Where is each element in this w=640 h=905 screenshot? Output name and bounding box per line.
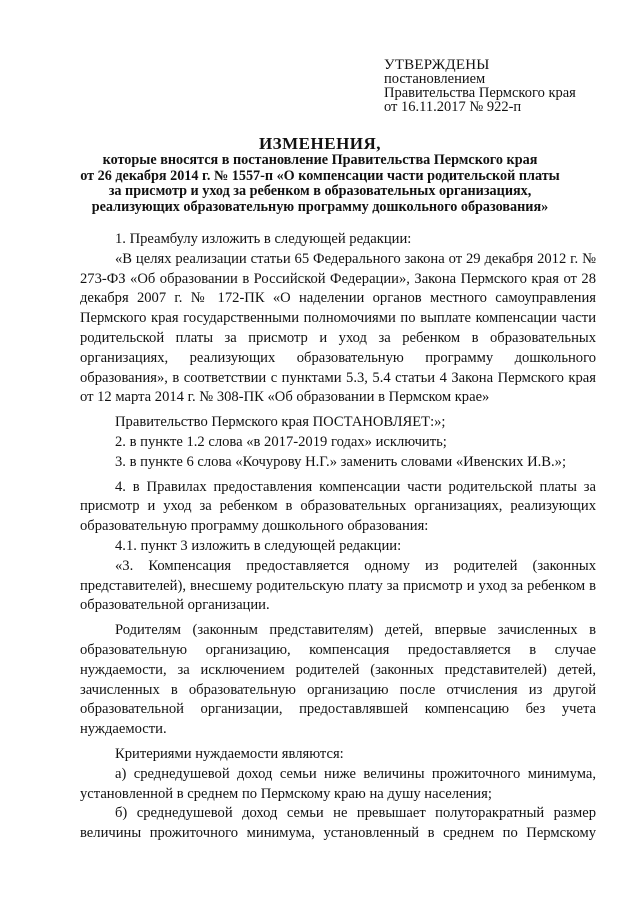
paragraph-criterion-a: а) среднедушевой доход семьи ниже величины прожиточного минимума, установленной в среднем по Пермскому краю на душу населения; [80,765,596,802]
paragraph-item-3: 3. в пункте 6 слова «Кочурову Н.Г.» заменить словами «Ивенских И.В.»; [115,453,566,470]
approval-date-line: от 16.11.2017 № 922-п [384,99,522,115]
paragraph-item-4: 4. в Правилах предоставления компенсации части родительской платы за присмотр и уход за ребенком в образовательных организациях, реализующих образовательную программу дошкольного образования: [80,478,596,535]
preamble-resolve-line: Правительство Пермского края ПОСТАНОВЛЯЕТ:»; [115,414,446,431]
paragraph-item-4-1: 4.1. пункт 3 изложить в следующей редакции: [115,537,402,554]
preamble-paragraph: «В целях реализации статьи 65 Федерального закона от 29 декабря 2012 г. № 273-ФЗ «Об образовании в Российской Федерации», Закона Пермского края от 28 декабря 2007 г. № 172-ПК «О наделении органов местного самоуправления Пермского края государственными полномочиями по выплате компенсации части родительской платы за присмотр и уход за ребенком в образовательных организациях, реализующих образовательную программу дошкольного образования», в соответствии с пунктами 5.3, 5.4 статьи 4 Закона Пермского края от 12 марта 2014 г. № 308-ПК «Об образовании в Пермском крае» [80,250,596,406]
title-line: которые вносятся в постановление Правительства Пермского края [102,152,538,168]
document-body [80,230,596,844]
paragraph-criterion-b: б) среднедушевой доход семьи не превышает полуторакратный размер величины прожиточного минимума, установленный в среднем по Пермскому [80,805,596,842]
approval-heading: УТВЕРЖДЕНЫ [384,57,490,73]
approval-line: Правительства Пермского края [384,85,576,101]
title-main: ИЗМЕНЕНИЯ, [258,134,382,153]
document-title [80,134,560,215]
paragraph-item-1: 1. Преамбулу изложить в следующей редакции: [115,231,412,247]
title-line: реализующих образовательную программу дошкольного образования» [91,198,549,215]
paragraph-item-2: 2. в пункте 1.2 слова «в 2017-2019 годах» исключить; [115,433,447,450]
title-line: от 26 декабря 2014 г. № 1557-п «О компенсации части родительской платы [80,167,560,184]
paragraph-parents: Родителям (законным представителям) детей, впервые зачисленных в образовательную организацию, компенсация предоставляется в случае нуждаемости, за исключением родителей (законных представителей) детей, зачисленных в образовательную организацию после отчисления из другой образовательной организации, предоставлявшей компенсацию без учета нуждаемости. [80,622,596,738]
title-line: за присмотр и уход за ребенком в образовательных организациях, [108,183,532,200]
paragraph-criteria: Критериями нуждаемости являются: [115,745,344,762]
approval-stamp [384,58,614,114]
approval-line: постановлением [384,71,486,87]
paragraph-clause-3: «3. Компенсация предоставляется одному из родителей (законных представителей), внесшему родительскую плату за присмотр и уход за ребенком в образовательной организации. [80,557,596,614]
